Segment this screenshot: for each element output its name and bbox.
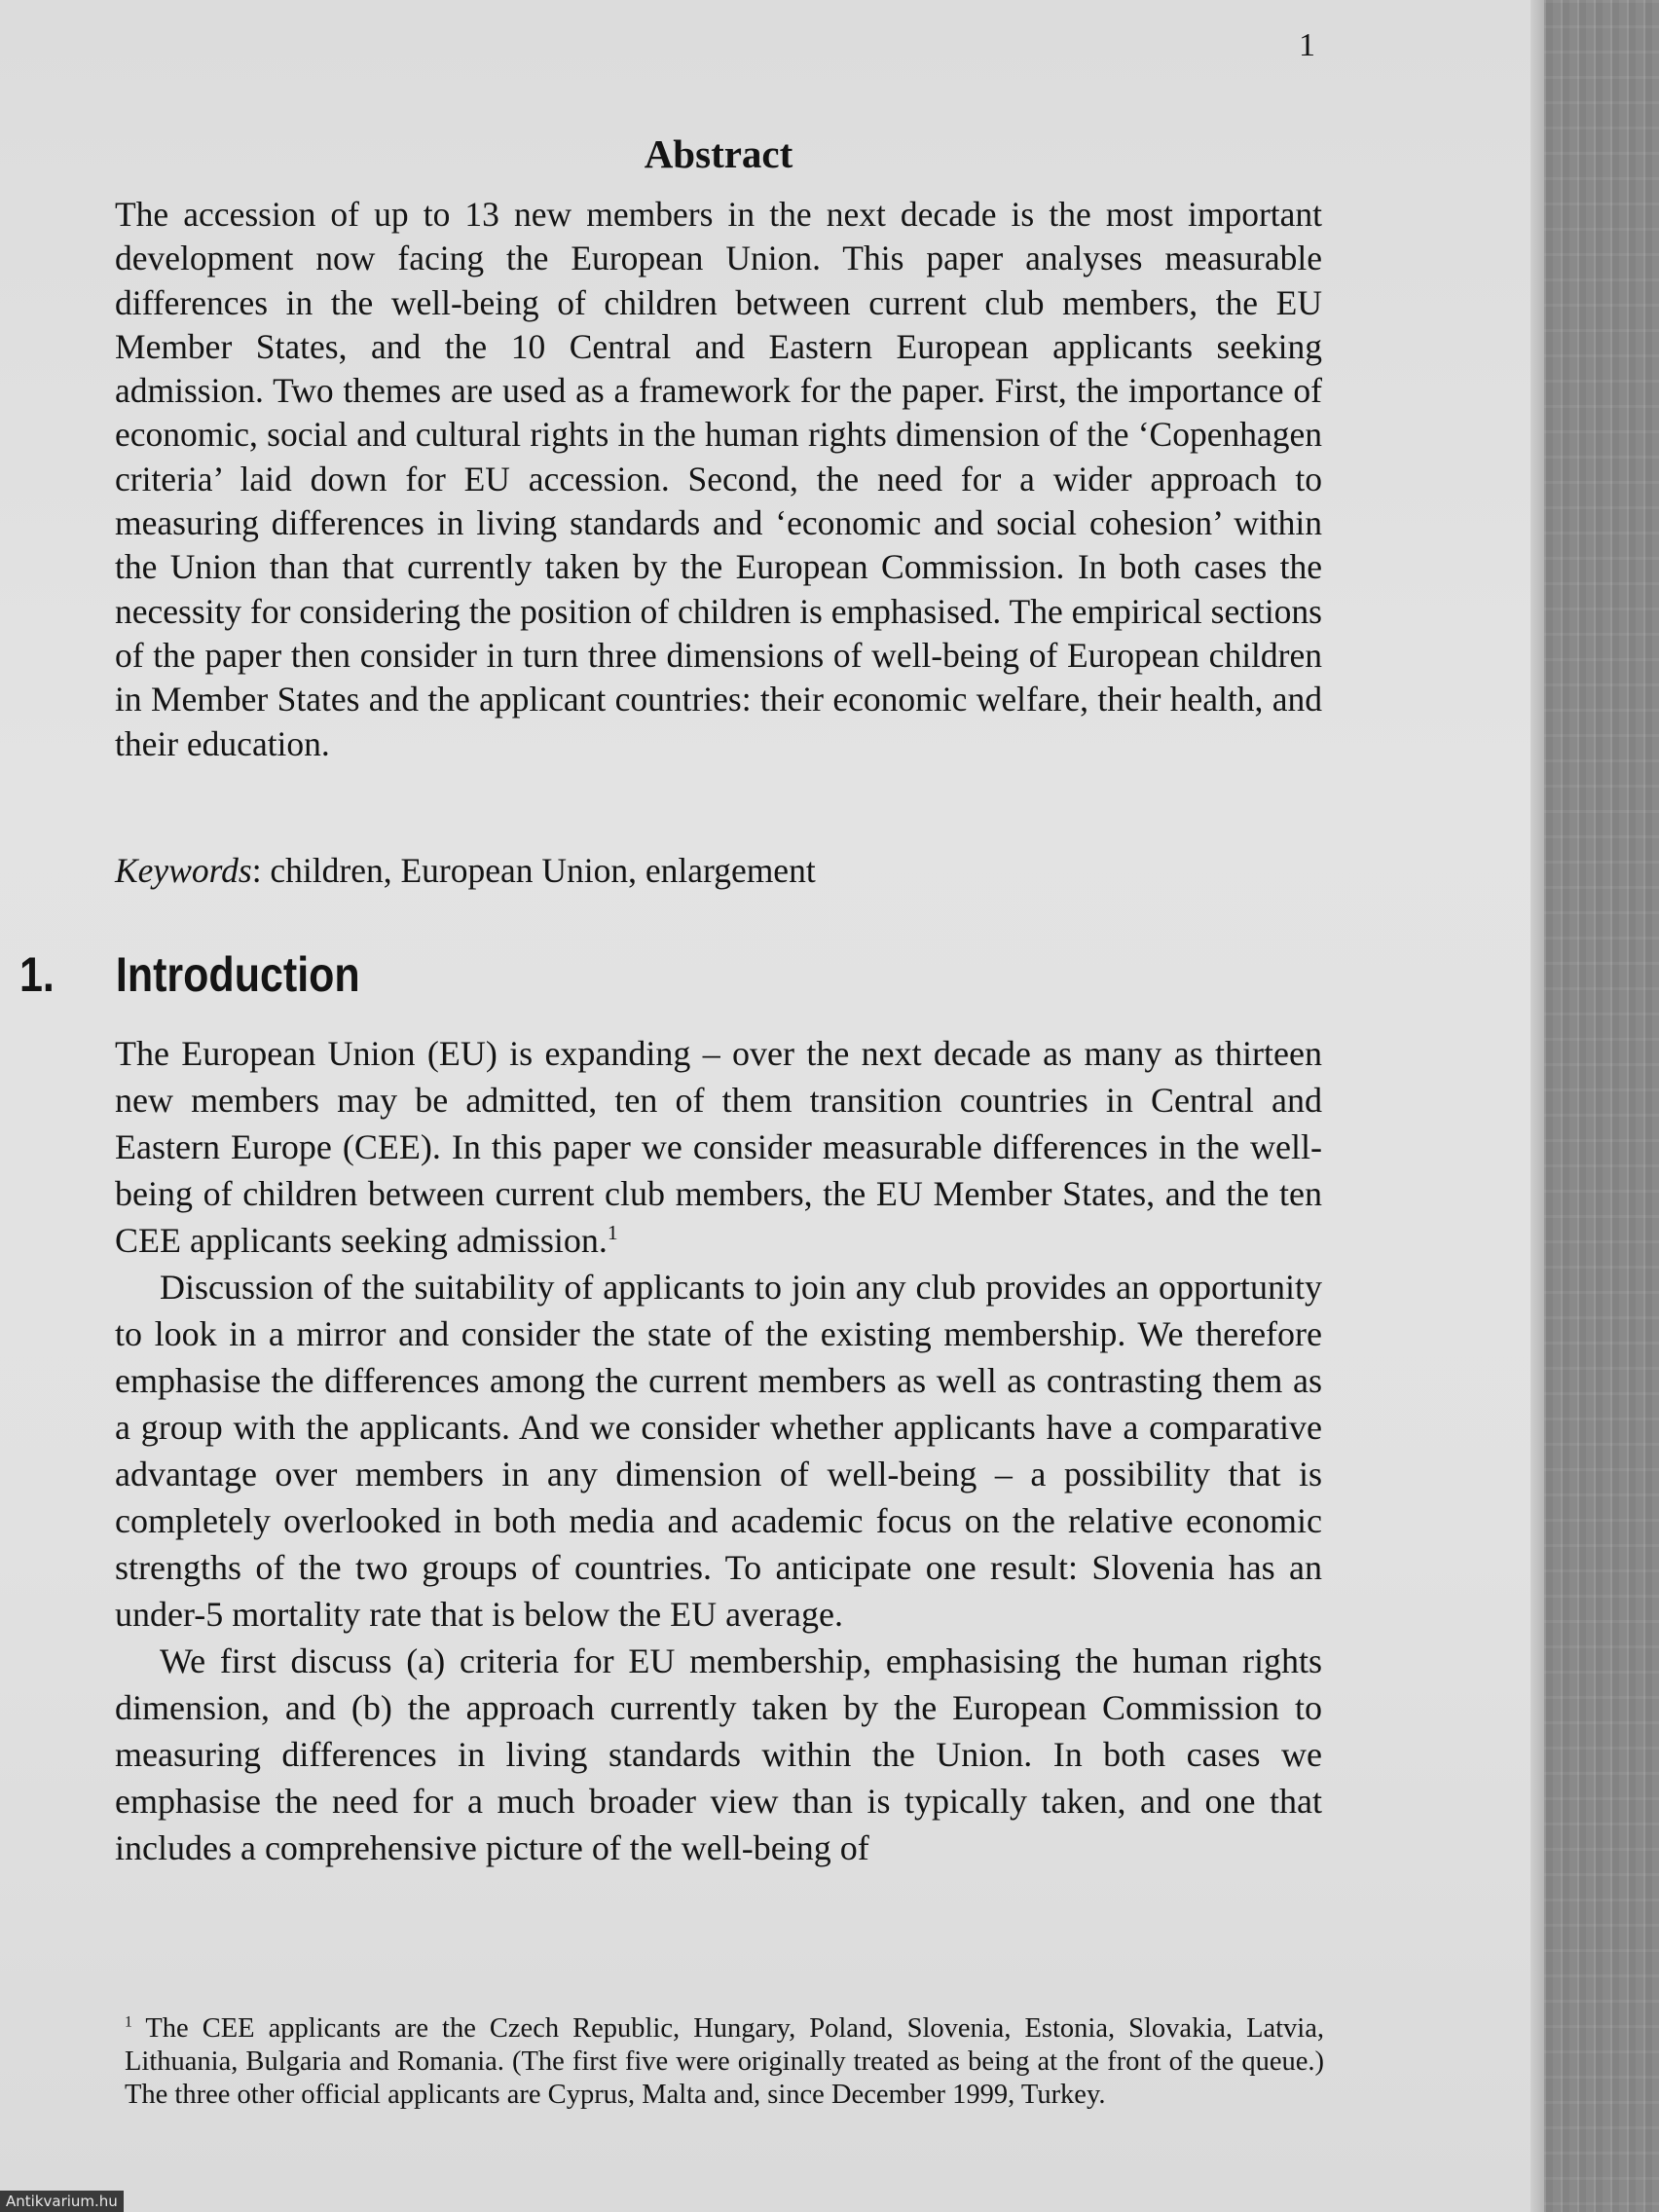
intro-paragraph-1-text: The European Union (EU) is expanding – over the next decade as many as thirteen new members may be admitted, ten of them transition countries in Central and Eastern Europe (CEE). In this paper we consider measurable differences in the well-being of children between current club members, the EU Member States, and the ten CEE applicants seeking admission. xyxy=(115,1034,1322,1260)
section-heading xyxy=(19,946,360,1003)
abstract-text: The accession of up to 13 new members in the next decade is the most important development now facing the European Union. This paper analyses measurable differences in the well-being of children between current club members, the EU Member States, and the 10 Central and Eastern European applicants seeking admission. Two themes are used as a framework for the paper. First, the importance of economic, social and cultural rights in the human rights dimension of the ‘Copenhagen criteria’ laid down for EU accession. Second, the need for a wider approach to measuring differences in living standards and ‘economic and social cohesion’ within the Union than that currently taken by the European Commission. In both cases the necessity for considering the position of children is emphasised. The empirical sections of the paper then consider in turn three dimensions of well-being of European children in Member States and the applicant countries: their economic welfare, their health, and their education. xyxy=(115,195,1322,763)
keywords-label: Keywords xyxy=(115,851,252,890)
section-number: 1. xyxy=(19,947,55,1002)
background-surface xyxy=(1544,0,1659,2212)
footnote-marker: 1 xyxy=(125,2013,132,2031)
page-edge xyxy=(1530,0,1544,2212)
intro-paragraph-2: Discussion of the suitability of applicants to join any club provides an opportunity to look in a mirror and consider the state of the existing membership. We therefore emphasise the differences among the current members as well as contrasting them as a group with the applicants. And we consider whether applicants have a comparative advantage over members in any dimension of well-being – a possibility that is completely overlooked in both media and academic focus on the relative economic strengths of the two groups of countries. To anticipate one result: Slovenia has an under-5 mortality rate that is below the EU average. xyxy=(115,1268,1322,1634)
introduction-body xyxy=(115,1030,1322,1871)
section-title: Introduction xyxy=(115,947,360,1002)
abstract-title: Abstract xyxy=(644,131,793,176)
page-number: 1 xyxy=(1299,27,1315,63)
intro-paragraph-1 xyxy=(115,1030,1322,1264)
keywords-list: : children, European Union, enlargement xyxy=(251,851,816,890)
footnote xyxy=(125,2012,1324,2112)
intro-paragraph-3: We first discuss (a) criteria for EU membership, emphasising the human rights dimension, and (b) the approach currently taken by the European Commission to measuring differences in living standards within the Union. In both cases we emphasise the need for a much broader view than is typically taken, and one that includes a comprehensive picture of the well-being of xyxy=(115,1641,1322,1867)
keywords-line xyxy=(115,849,1322,893)
footnote-text: The CEE applicants are the Czech Republic, Hungary, Poland, Slovenia, Estonia, Slovakia, Latvia, Lithuania, Bulgaria and Romania. (The first five were originally treated as being at the front of the queue.) The three other official applicants are Cyprus, Malta and, since December 1999, Turkey. xyxy=(125,2013,1324,2110)
watermark: Antikvarium.hu xyxy=(0,2191,124,2212)
footnote-reference: 1 xyxy=(607,1221,618,1244)
